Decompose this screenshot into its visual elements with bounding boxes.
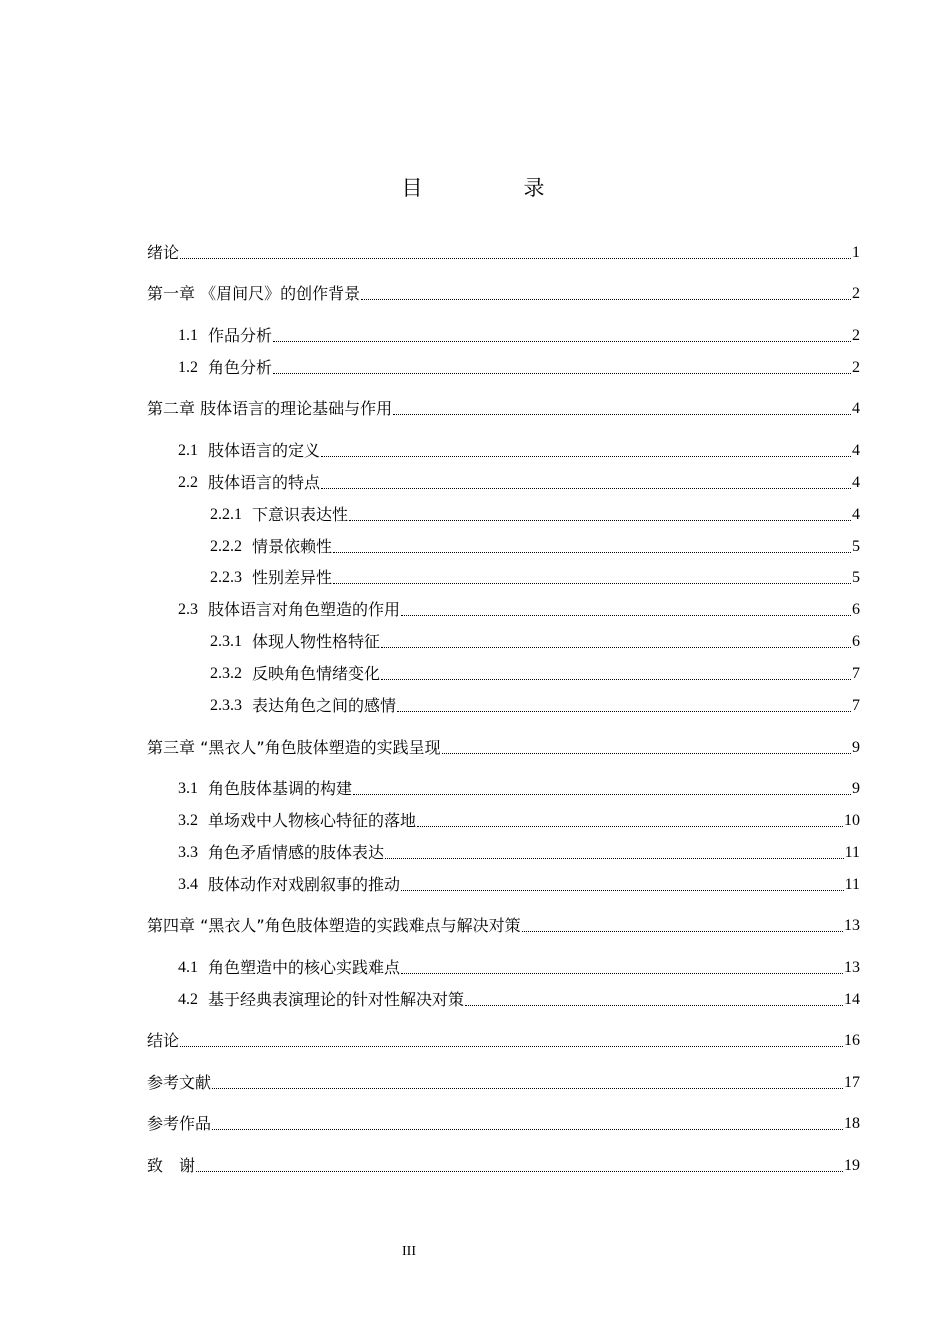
- toc-entry-label: 基于经典表演理论的针对性解决对策: [208, 990, 465, 1009]
- toc-entry-label: 性别差异性: [252, 568, 333, 587]
- toc-entry-number: 3.1: [178, 780, 198, 797]
- toc-entry-label: 反映角色情绪变化: [252, 664, 381, 683]
- toc-entry[interactable]: [147, 599, 860, 621]
- toc-entry-number: 2.3.1: [210, 633, 242, 650]
- toc-entry[interactable]: [147, 663, 860, 685]
- toc-entry-number: 1.2: [178, 359, 198, 376]
- dot-leader: [381, 679, 851, 680]
- toc-entry-number: 2.3: [178, 601, 198, 618]
- toc-entry-page: 2: [852, 359, 860, 376]
- toc-entry[interactable]: [147, 631, 860, 653]
- toc-entry[interactable]: [147, 567, 860, 589]
- toc-entry-label: 第三章 “黑衣人”角色肢体塑造的实践呈现: [147, 738, 441, 757]
- dot-leader: [273, 341, 851, 342]
- toc-entry-label: 单场戏中人物核心特征的落地: [208, 811, 417, 830]
- toc-entry-label: 作品分析: [208, 326, 273, 345]
- toc-entry-page: 2: [852, 285, 860, 302]
- toc-entry-page: 17: [844, 1074, 860, 1091]
- toc-entry-label: 绪论: [147, 243, 180, 262]
- toc-entry-label: 参考文献: [147, 1073, 212, 1092]
- page-number-footer: III: [402, 1244, 416, 1259]
- toc-entry-label: 肢体语言的定义: [208, 441, 321, 460]
- toc-entry-page: 4: [852, 400, 860, 417]
- toc-entry-page: 10: [844, 812, 860, 829]
- dot-leader: [212, 1129, 843, 1130]
- toc-entry[interactable]: [147, 915, 860, 937]
- dot-leader: [401, 890, 844, 891]
- toc-entry-label: 肢体语言对角色塑造的作用: [208, 600, 401, 619]
- toc-entry-page: 18: [844, 1115, 860, 1132]
- toc-entry-number: 2.3.3: [210, 697, 242, 714]
- toc-entry-page: 7: [852, 665, 860, 682]
- toc-entry[interactable]: [147, 737, 860, 759]
- toc-entry-page: 6: [852, 633, 860, 650]
- toc-entry-page: 9: [852, 739, 860, 756]
- toc-entry-page: 19: [844, 1157, 860, 1174]
- toc-entry-number: 3.2: [178, 812, 198, 829]
- toc-entry-label: 致 谢: [147, 1156, 196, 1175]
- toc-entry-label: 肢体语言的特点: [208, 473, 321, 492]
- dot-leader: [180, 1046, 843, 1047]
- toc-entry-page: 16: [844, 1032, 860, 1049]
- dot-leader: [273, 373, 851, 374]
- dot-leader: [417, 826, 843, 827]
- toc-entry-label: 角色肢体基调的构建: [208, 779, 353, 798]
- toc-entry-page: 5: [852, 569, 860, 586]
- toc-entry-page: 4: [852, 442, 860, 459]
- toc-entry[interactable]: [147, 504, 860, 526]
- toc-entry[interactable]: [147, 1113, 860, 1135]
- toc-entry-page: 13: [844, 959, 860, 976]
- toc-entry-page: 11: [844, 876, 860, 893]
- toc-entry[interactable]: [147, 536, 860, 558]
- toc-entry-number: 3.4: [178, 876, 198, 893]
- toc-entry[interactable]: [147, 398, 860, 420]
- toc-entry[interactable]: [147, 283, 860, 305]
- toc-entry[interactable]: [147, 778, 860, 800]
- toc-entry-label: 第一章 《眉间尺》的创作背景: [147, 284, 361, 303]
- dot-leader: [333, 552, 851, 553]
- dot-leader: [522, 931, 843, 932]
- toc-entry[interactable]: [147, 1072, 860, 1094]
- toc-entry-label: 肢体动作对戏剧叙事的推动: [208, 875, 401, 894]
- toc-entry[interactable]: [147, 810, 860, 832]
- toc-entry-number: 3.3: [178, 844, 198, 861]
- toc-entry[interactable]: [147, 1155, 860, 1177]
- toc-entry-number: 4.2: [178, 991, 198, 1008]
- toc-entry-label: 角色分析: [208, 358, 273, 377]
- toc-entry-label: 角色塑造中的核心实践难点: [208, 958, 401, 977]
- toc-entry-label: 第四章 “黑衣人”角色肢体塑造的实践难点与解决对策: [147, 916, 521, 935]
- dot-leader: [401, 973, 843, 974]
- toc-entry[interactable]: [147, 440, 860, 462]
- dot-leader: [333, 583, 851, 584]
- toc-entry-number: 2.1: [178, 442, 198, 459]
- toc-entry-page: 2: [852, 327, 860, 344]
- dot-leader: [321, 456, 851, 457]
- toc-entry-number: 2.3.2: [210, 665, 242, 682]
- toc-entry[interactable]: [147, 957, 860, 979]
- dot-leader: [401, 615, 851, 616]
- dot-leader: [381, 647, 851, 648]
- toc-entry-number: 2.2.1: [210, 506, 242, 523]
- dot-leader: [442, 753, 851, 754]
- toc-entry-label: 表达角色之间的感情: [252, 696, 397, 715]
- toc-entry-number: 2.2.2: [210, 538, 242, 555]
- dot-leader: [212, 1088, 843, 1089]
- toc-entry-page: 1: [852, 244, 860, 261]
- dot-leader: [393, 414, 851, 415]
- toc-entry-page: 5: [852, 538, 860, 555]
- dot-leader: [385, 858, 844, 859]
- toc-entry-number: 2.2: [178, 474, 198, 491]
- toc-entry-label: 参考作品: [147, 1114, 212, 1133]
- toc-entry-label: 第二章 肢体语言的理论基础与作用: [147, 399, 393, 418]
- toc-entry[interactable]: [147, 842, 860, 864]
- toc-entry-page: 4: [852, 474, 860, 491]
- toc-entry[interactable]: [147, 357, 860, 379]
- dot-leader: [465, 1005, 843, 1006]
- toc-title: 目 录: [401, 176, 585, 200]
- toc-entry-page: 4: [852, 506, 860, 523]
- toc-entry-number: 1.1: [178, 327, 198, 344]
- toc-entry-label: 结论: [147, 1031, 180, 1050]
- dot-leader: [397, 711, 851, 712]
- toc-entry[interactable]: [147, 695, 860, 717]
- toc-entry[interactable]: [147, 874, 860, 896]
- toc-entry[interactable]: [147, 325, 860, 347]
- toc-entry[interactable]: [147, 989, 860, 1011]
- dot-leader: [321, 488, 851, 489]
- toc-entry-page: 9: [852, 780, 860, 797]
- toc-entry-label: 角色矛盾情感的肢体表达: [208, 843, 385, 862]
- toc-entry-label: 下意识表达性: [252, 505, 349, 524]
- toc-entry[interactable]: [147, 242, 860, 264]
- toc-entry[interactable]: [147, 1030, 860, 1052]
- dot-leader: [349, 520, 851, 521]
- dot-leader: [196, 1171, 843, 1172]
- toc-entry-page: 11: [844, 844, 860, 861]
- toc-entry-number: 4.1: [178, 959, 198, 976]
- toc-entry-label: 情景依赖性: [252, 537, 333, 556]
- toc-entry-number: 2.2.3: [210, 569, 242, 586]
- toc-entry[interactable]: [147, 472, 860, 494]
- dot-leader: [353, 794, 851, 795]
- toc-entry-page: 13: [844, 917, 860, 934]
- toc-entry-page: 6: [852, 601, 860, 618]
- toc-entry-page: 14: [844, 991, 860, 1008]
- dot-leader: [361, 299, 851, 300]
- toc-entry-page: 7: [852, 697, 860, 714]
- toc-entry-label: 体现人物性格特征: [252, 632, 381, 651]
- dot-leader: [180, 258, 851, 259]
